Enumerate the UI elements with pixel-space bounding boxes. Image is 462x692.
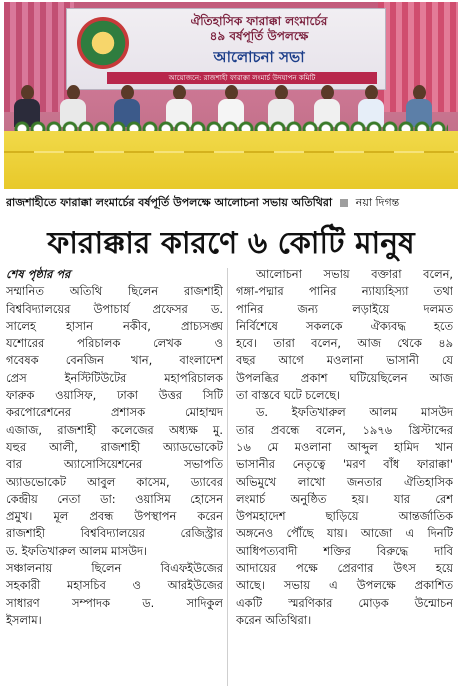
separator-square-icon	[340, 199, 348, 207]
body-line: সালেহ হাসান নকীব, প্রাচ্যসঙ্ঘ	[6, 318, 223, 333]
body-line: ড. ইফতিখারুল আলম মাসউদ	[256, 405, 453, 420]
body-line: তা বাস্তবে ঘটে চলেছে।	[236, 388, 341, 403]
body-line: বিশ্ববিদ্যালয়ের উপাচার্য প্রফেসর ড.	[6, 301, 223, 316]
photo-caption	[6, 192, 456, 214]
banner-logo	[77, 17, 129, 69]
body-line: সম্মানিত অতিথি ছিলেন রাজশাহী	[6, 284, 223, 299]
body-line: অ্যাডভোকেট আবুল কাসেম, ড্যাবের	[6, 474, 223, 489]
body-line: সাধারণ সম্পাদক ড. সাদিকুল	[6, 595, 223, 610]
body-line: গঙ্গা-পদ্মার পানির ন্যায্যহিস্যা তথা	[236, 284, 453, 299]
body-line: যহুর আলী, রাজশাহী অ্যাডভোকেট	[6, 439, 223, 454]
body-line: প্রমুখ। মূল প্রবন্ধ উপস্থাপন করেন	[6, 509, 223, 524]
body-line: সহকারী মহাসচিব ও আরইউজের	[6, 578, 223, 593]
banner-line-2: ৪৯ বর্ষপূর্তি উপলক্ষে	[209, 29, 309, 43]
table-cloth	[4, 131, 458, 189]
body-line: উপলব্ধির প্রকাশ ঘটিয়েছিলেন আজ	[236, 370, 453, 385]
body-line: রাজশাহী বিশ্ববিদ্যালয়ের রেজিস্ট্রার	[6, 526, 223, 541]
kicker: শেষ পৃষ্ঠার পর	[6, 267, 71, 281]
body-line: একটি স্মরণিকার মোড়ক উন্মোচন	[236, 595, 453, 610]
headline: ফারাক্কার কারণে ৬ কোটি মানুষ	[47, 226, 415, 261]
body-line: ড. ইফতিখারুল আলম মাসউদ।	[6, 543, 148, 558]
body-line: কেন্দ্রীয় নেতা ডা: ওয়াসিম হোসেন	[6, 491, 223, 506]
event-photo	[4, 2, 458, 189]
body-line: বছর আগে মওলানা ভাসানী যে	[236, 353, 453, 368]
body-line: তার প্রবন্ধে বলেন, ১৯৭৬ খ্রিস্টাব্দের	[236, 422, 453, 437]
photo-credit: নয়া দিগন্ত	[355, 196, 400, 209]
body-line: যশোরের পরিচালক লেখক ও	[6, 336, 223, 351]
body-line: হবে। তারা বলেন, আজ থেকে ৪৯	[236, 336, 453, 351]
body-line: আছে। সভায় এ উপলক্ষে প্রকাশিত	[236, 578, 453, 593]
body-line: নির্বিশেষে সকলকে ঐক্যবদ্ধ হতে	[236, 318, 453, 333]
left-column	[6, 266, 223, 629]
body-line: এজাজ, রাজশাহী কলেজের অধ্যক্ষ মু.	[6, 422, 223, 437]
column-divider	[227, 268, 228, 686]
body-line: অভিমুখে লাখো জনতার ঐতিহাসিক	[236, 474, 453, 489]
body-line: আধিপত্যবাদী শক্তির বিরুদ্ধে দাবি	[236, 543, 453, 558]
right-column	[236, 266, 453, 629]
body-line: ১৬ মে মওলানা আব্দুল হামিদ খান	[236, 439, 453, 454]
body-line: ইসলাম।	[6, 612, 42, 627]
body-line: ফারুক ওয়াসিফ, ঢাকা উত্তর সিটি	[6, 388, 223, 403]
stage-banner	[66, 8, 386, 90]
body-line: সঞ্চালনায় ছিলেন বিএফইউজের	[6, 561, 223, 576]
body-line: করেন অতিথিরা।	[236, 612, 312, 627]
body-line: আদায়ের পক্ষে প্রেরণার উৎস হয়ে	[236, 561, 453, 576]
banner-line-3: আলোচনা সভা	[213, 48, 305, 66]
body-line: ভাসানীর নেতৃত্বে 'মরণ বাঁধ ফারাক্কা'	[236, 457, 453, 472]
caption-text: রাজশাহীতে ফারাক্কা লংমার্চের বর্ষপূর্তি উপলক্ষে আলোচনা সভায় অতিথিরা	[6, 196, 333, 209]
body-line: বার অ্যাসোসিয়েশনের সভাপতি	[6, 457, 223, 472]
body-line: অঙ্গনেও পৌঁছে যায়। আজো এ দিনটি	[236, 526, 453, 541]
body-line: উপমহাদেশ ছাড়িয়ে আন্তর্জাতিক	[236, 509, 453, 524]
body-line: আলোচনা সভায় বক্তারা বলেন,	[256, 267, 453, 281]
body-line: গবেষক বেনজিন খান, বাংলাদেশ	[6, 353, 223, 368]
banner-footer: আয়োজনে: রাজশাহী ফারাক্কা লংমার্চ উদযাপন কমিটি	[107, 72, 377, 84]
body-line: করপোরেশনের প্রশাসক মোহাম্মদ	[6, 405, 223, 420]
banner-line-1: ঐতিহাসিক ফারাক্কা লংমার্চের	[190, 14, 328, 28]
body-line: প্রেস ইনস্টিটিউটের মহাপরিচালক	[6, 370, 223, 385]
body-line: পানির জন্য লড়াইয়ে দলমত	[236, 301, 453, 316]
body-line: লংমার্চ অনুষ্ঠিত হয়। যার রেশ	[236, 491, 453, 506]
